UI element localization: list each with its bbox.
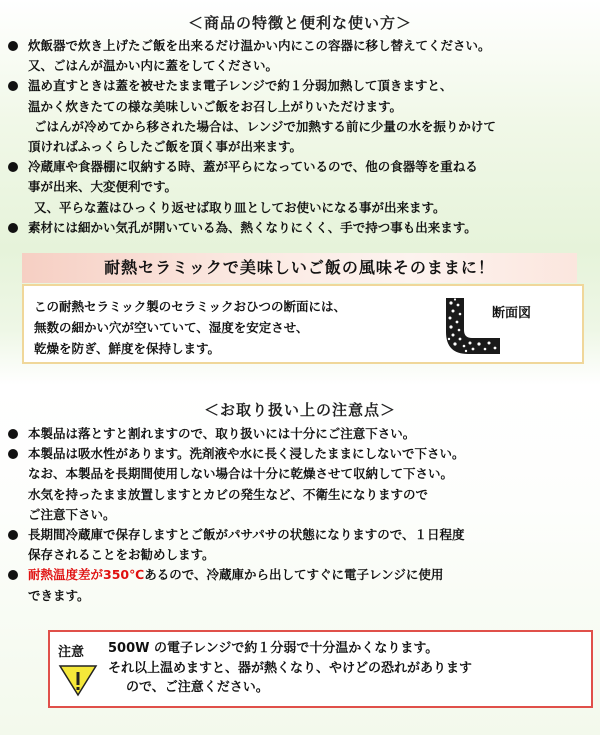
bullet-icon (8, 449, 18, 459)
list-item: 本製品は落とすと割れますので、取り扱いには十分にご注意下さい。 (6, 424, 596, 444)
bullet-icon (8, 223, 18, 233)
handling-heading: ＜お取り扱い上の注意点＞ (203, 401, 396, 419)
info-box (22, 284, 584, 364)
bullet-icon (8, 429, 18, 439)
list-item: 素材には細かい気孔が開いている為、熱くなりにくく、手で持つ事も出来ます。 (6, 218, 596, 238)
list-item: 耐熱温度差が350℃あるので、冷蔵庫から出してすぐに電子レンジに使用 できます。 (6, 565, 596, 605)
list-item: 炊飯器で炊き上げたご飯を出来るだけ温かい内にこの容器に移し替えてください。 又、ごはんが温かい内に蓋をしてください。 (6, 36, 596, 76)
heat-resistance-highlight: 耐熱温度差が350℃ (28, 567, 145, 583)
cross-section-label: 断面図 (492, 306, 532, 321)
bullet-icon (8, 570, 18, 580)
warning-triangle-icon (58, 663, 98, 697)
list-item: 長期間冷蔵庫で保存しますとご飯がパサパサの状態になりますので、１日程度 保存されることをお勧めします。 (6, 525, 596, 565)
bullet-icon (8, 162, 18, 172)
list-item: 冷蔵庫や食器棚に収納する時、蓋が平らになっているので、他の食器等を重ねる 事が出来、大変便利です。 又、平らな蓋はひっくり返せば取り皿としてお使いになる事が出来ます。 (6, 157, 596, 218)
bullet-icon (8, 530, 18, 540)
bullet-icon (8, 81, 18, 91)
caution-box (48, 630, 593, 708)
features-heading: ＜商品の特徴と便利な使い方＞ (187, 14, 412, 32)
features-list (6, 36, 596, 238)
bullet-icon (8, 41, 18, 51)
caution-title: 注意 (58, 645, 85, 660)
list-item: 温め直すときは蓋を被せたまま電子レンジで約１分弱加熱して頂きますと、 温かく炊きたての様な美味しいご飯をお召し上がりいただけます。 ごはんが冷めてから移された場合は、レンジで加熱する前に少量の水を振りかけて 頂ければふっくらしたご飯を頂く事が出来ます。 (6, 76, 596, 157)
list-item: 本製品は吸水性があります。洗剤液や水に長く浸したままにしないで下さい。 なお、本製品を長期間使用しない場合は十分に乾燥させて収納して下さい。 水気を持ったまま放置しますとカビの発生など、不衛生になりますので ご注意下さい。 (6, 444, 596, 525)
info-text: この耐熱セラミック製のセラミックおひつの断面には、 無数の細かい穴が空いていて、湿度を安定させ、 乾燥を防ぎ、鮮度を保持します。 (34, 299, 347, 356)
handling-list (6, 424, 596, 606)
caution-message: 500W の電子レンジで約１分弱で十分温かくなります。 それ以上温めますと、器が熱くなり、やけどの恐れがあります ので、ご注意ください。 (108, 641, 473, 695)
banner-title: 耐熱セラミックで美味しいご飯の風味そのままに！ (22, 253, 577, 283)
